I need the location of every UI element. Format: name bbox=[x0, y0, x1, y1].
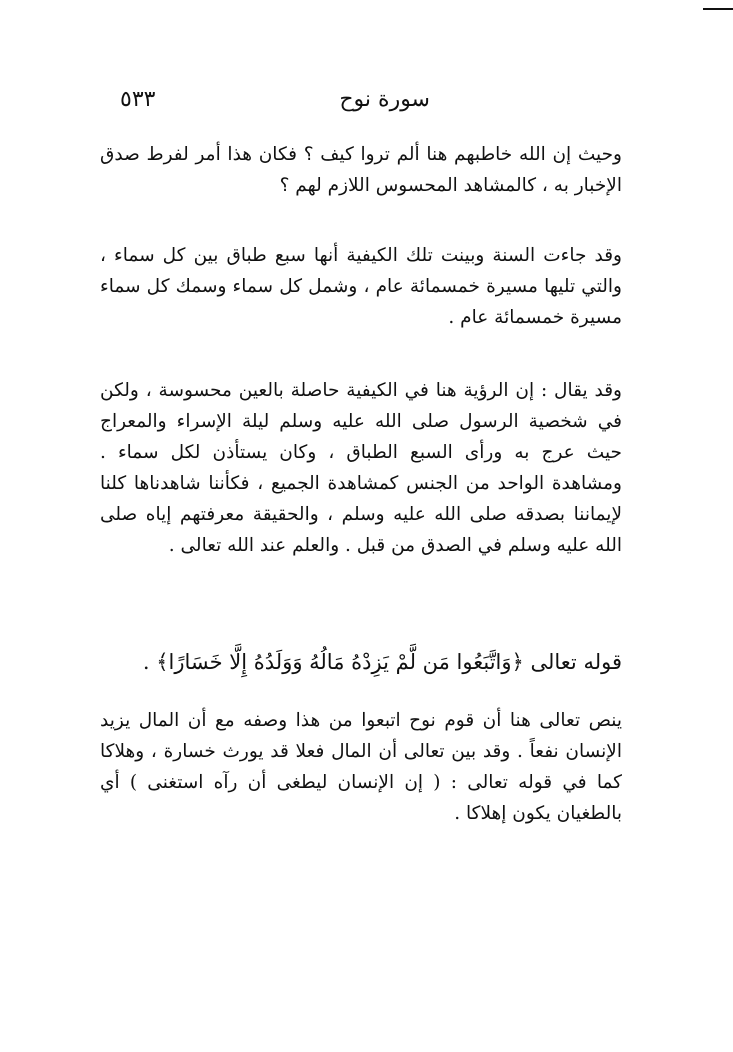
paragraph-1 bbox=[100, 139, 622, 201]
paragraph-5 bbox=[100, 705, 622, 829]
paragraph-text: وقد يقال : إن الرؤية هنا في الكيفية حاصلة بالعين محسوسة ، ولكن في شخصية الرسول صلى الله عليه وسلم ليلة الإسراء والمعراج حيث عرج به ورأى السبع الطباق ، وكان يستأذن لكل سماء . ومشاهدة الواحد من الجنس كمشاهدة الجميع ، فكأننا شاهدناها كلنا لإيماننا بصدقه صلى الله عليه وسلم ، والحقيقة معرفتهم إياه صلى الله عليه وسلم في الصدق من قبل . والعلم عند الله تعالى . bbox=[100, 380, 622, 556]
paragraph-text: وقد جاءت السنة وبينت تلك الكيفية أنها سبع طباق بين كل سماء ، والتي تليها مسيرة خمسمائة عام ، وشمل كل سماء وسمك كل سماء مسيرة خمسمائة عام . bbox=[100, 245, 622, 328]
verse-heading bbox=[100, 645, 622, 679]
corner-rule bbox=[703, 8, 733, 10]
surah-title: سورة نوح bbox=[339, 87, 430, 112]
page-header bbox=[120, 80, 610, 120]
paragraph-3 bbox=[100, 375, 622, 561]
verse-text: قوله تعالى ﴿وَاتَّبَعُوا مَن لَّمْ يَزِدْهُ مَالُهُ وَوَلَدُهُ إِلَّا خَسَارًا﴾ . bbox=[142, 650, 622, 674]
paragraph-text: وحيث إن الله خاطبهم هنا ألم تروا كيف ؟ فكان هذا أمر لفرط صدق الإخبار به ، كالمشاهد المحسوس اللازم لهم ؟ bbox=[100, 144, 622, 196]
paragraph-2 bbox=[100, 240, 622, 333]
page-number: ٥٣٣ bbox=[120, 87, 156, 112]
paragraph-text: ينص تعالى هنا أن قوم نوح اتبعوا من هذا وصفه مع أن المال يزيد الإنسان نفعاً . وقد بين تعالى أن المال فعلا قد يورث خسارة ، وهلاكا كما في قوله تعالى : ( إن الإنسان ليطغى أن رآه استغنى ) أي بالطغيان يكون إهلاكا . bbox=[100, 710, 622, 824]
